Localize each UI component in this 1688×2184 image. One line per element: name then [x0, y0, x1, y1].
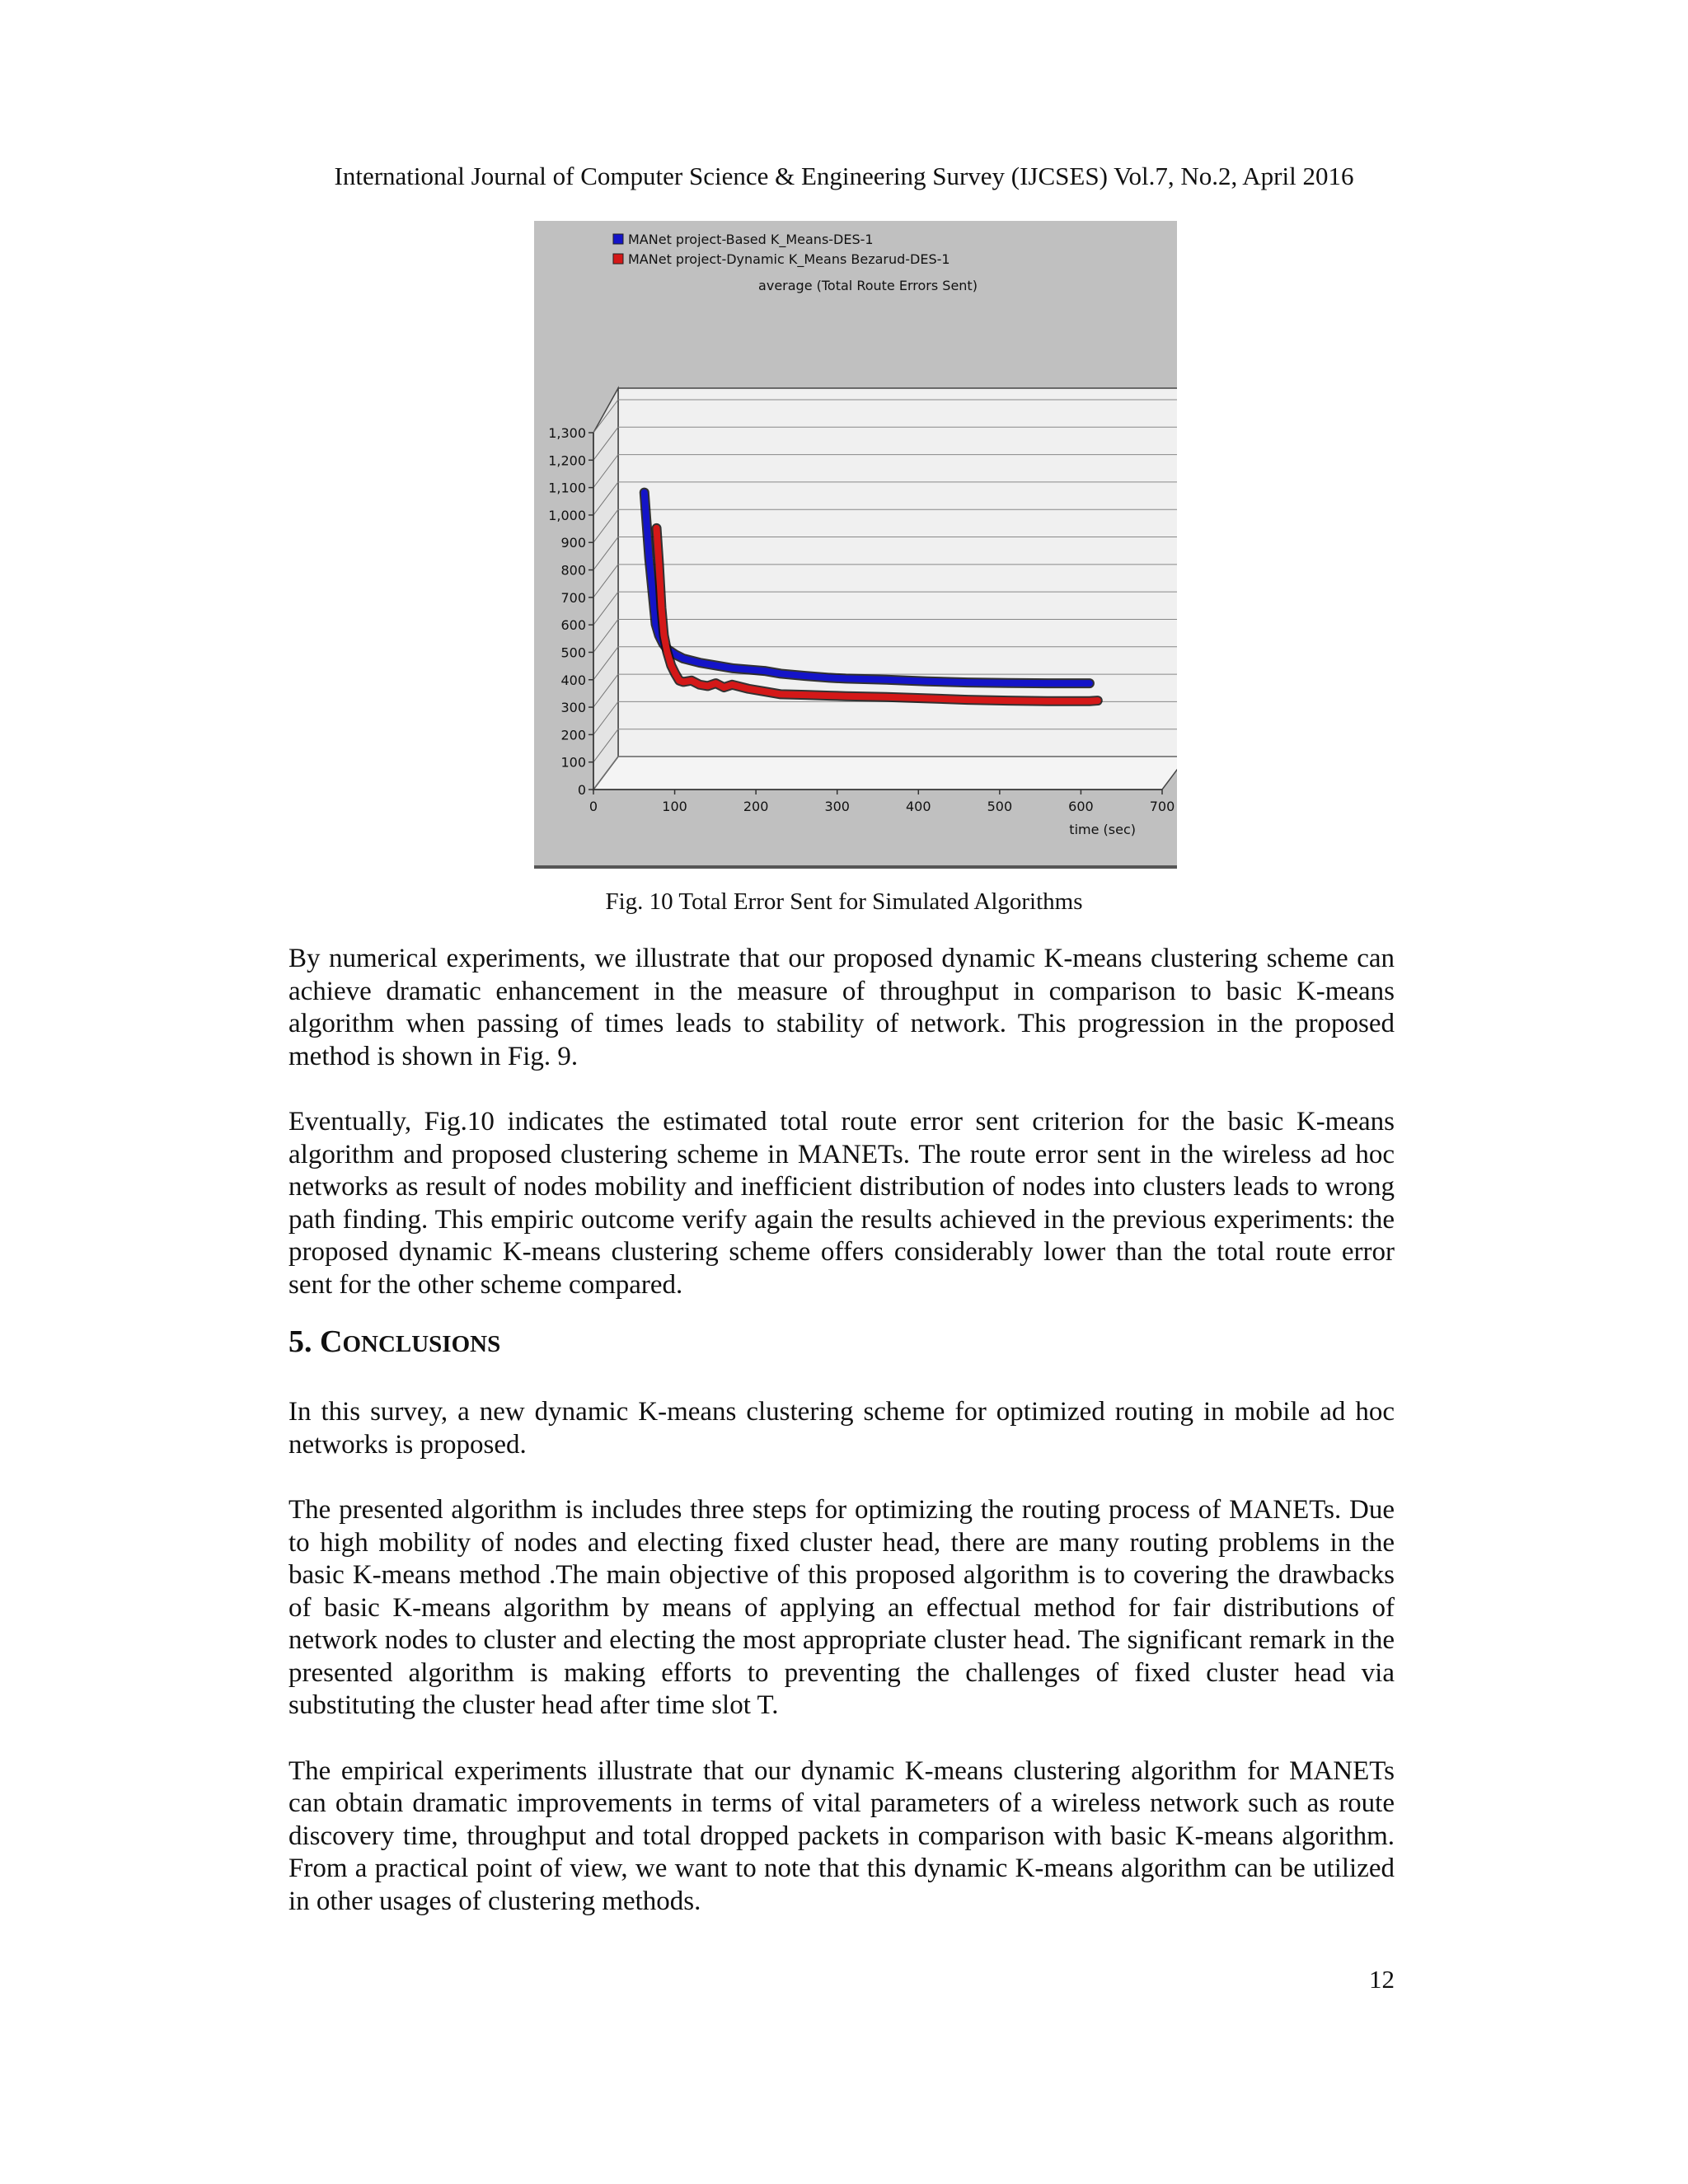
series-point	[654, 526, 659, 531]
series-point	[843, 676, 848, 681]
y-tick-label: 500	[560, 644, 586, 661]
section-number: 5.	[288, 1324, 320, 1359]
series-point	[721, 685, 726, 690]
page-number: 12	[1369, 1965, 1395, 1994]
series-point	[697, 682, 702, 687]
series-point	[714, 681, 719, 686]
x-tick-label: 600	[1068, 799, 1094, 814]
paragraph: In this survey, a new dynamic K-means clustering scheme for optimized routing in mobile ad hoc networks is proposed.	[288, 1397, 1395, 1460]
series-point	[1047, 681, 1052, 686]
series-point	[762, 689, 767, 694]
y-tick-label: 900	[560, 535, 586, 551]
paragraph: Eventually, Fig.10 indicates the estimated total route error sent criterion for the basic K-means algorithm and proposed clustering scheme in MANETs. The route error sent in the wireless ad hoc networks as result of nodes mobility and inefficient distribution of nodes into clusters leads to wrong path finding. This empiric outcome verify again the results achieved in the previous experiments: the proposed dynamic K-means clustering scheme offers considerably lower than the total route error sent for the other scheme compared.	[288, 1107, 1395, 1300]
y-tick-label: 1,200	[548, 452, 586, 469]
series-point	[925, 696, 930, 701]
y-tick-label: 400	[560, 672, 586, 688]
paragraph: The presented algorithm is includes three steps for optimizing the routing process of MANETs. Due to high mobility of nodes and electing fixed cluster head, there are many routing problems in the basic K-means method .The main objective of this proposed algorithm is to covering the drawbacks of basic K-means algorithm by means of applying an effectual method for fair distributions of network nodes to cluster and electing the most appropriate cluster head. The significant remark in the presented algorithm is making efforts to preventing the challenges of fixed cluster head via substituting the cluster head after time slot T.	[288, 1495, 1395, 1720]
series-point	[746, 667, 751, 672]
series-point	[828, 693, 832, 698]
y-tick-label: 1,300	[548, 425, 586, 441]
legend-swatch	[613, 234, 623, 244]
series-point	[1006, 681, 1010, 686]
y-tick-label: 200	[560, 727, 586, 743]
y-tick-label: 0	[577, 782, 586, 798]
series-point	[803, 692, 808, 697]
y-tick-label: 700	[560, 589, 586, 606]
legend-swatch	[613, 254, 623, 264]
intro-paragraphs	[288, 943, 1395, 1301]
section-title-cap: C	[320, 1324, 343, 1359]
series-point	[803, 673, 808, 678]
legend-label: MANet project-Dynamic K_Means Bezarud-DES-1	[628, 251, 950, 267]
y-tick-label: 300	[560, 700, 586, 716]
series-point	[706, 683, 710, 688]
y-tick-label: 600	[560, 617, 586, 634]
section-heading	[288, 1324, 500, 1360]
section-title-rest: ONCLUSIONS	[342, 1331, 501, 1357]
series-point	[650, 589, 655, 594]
series-point	[714, 663, 719, 668]
figure-chart	[534, 221, 1177, 869]
conclusion-paragraphs	[288, 1396, 1395, 1918]
series-point	[654, 621, 659, 626]
figure-caption: Fig. 10 Total Error Sent for Simulated Algorithms	[605, 888, 1083, 915]
y-tick-label: 800	[560, 562, 586, 579]
series-point	[778, 691, 783, 696]
y-tick-label: 1,100	[548, 480, 586, 496]
series-point	[729, 682, 734, 687]
series-point	[659, 605, 663, 610]
series-point	[828, 675, 832, 680]
plot-floor	[593, 757, 1177, 790]
chart-title: average (Total Route Errors Sent)	[758, 278, 978, 293]
series-point	[689, 678, 694, 683]
series-point	[645, 523, 649, 528]
series-point	[1087, 681, 1092, 686]
series-point	[843, 694, 848, 699]
series-point	[664, 649, 669, 654]
series-point	[965, 680, 970, 685]
x-tick-label: 400	[906, 799, 931, 814]
series-point	[673, 671, 678, 676]
series-point	[778, 671, 783, 676]
series-point	[661, 633, 666, 638]
series-point	[1095, 698, 1100, 703]
x-axis-label: time (sec)	[1069, 822, 1136, 837]
series-point	[884, 695, 889, 700]
series-point	[1087, 699, 1092, 704]
legend-label: MANet project-Based K_Means-DES-1	[628, 232, 874, 247]
series-point	[681, 656, 686, 661]
series-point	[965, 697, 970, 702]
y-tick-label: 1,000	[548, 507, 586, 523]
series-point	[657, 561, 662, 566]
series-point	[1047, 699, 1052, 704]
series-point	[762, 668, 767, 673]
x-tick-label: 500	[987, 799, 1013, 814]
x-tick-label: 200	[743, 799, 769, 814]
series-point	[884, 677, 889, 682]
route-errors-chart	[534, 221, 1177, 865]
series-point	[925, 679, 930, 684]
series-point	[681, 679, 686, 684]
paragraph: By numerical experiments, we illustrate that our proposed dynamic K-means clustering scheme can achieve dramatic enhancement in the measure of throughput in comparison to basic K-means algorithm when passing of times leads to stability of network. This progression in the proposed method is shown in Fig. 9.	[288, 944, 1395, 1071]
series-point	[642, 490, 647, 495]
series-point	[647, 556, 652, 561]
x-tick-label: 100	[662, 799, 687, 814]
x-tick-label: 300	[824, 799, 850, 814]
series-point	[746, 687, 751, 691]
series-point	[697, 660, 702, 665]
series-point	[668, 663, 673, 668]
series-point	[1006, 698, 1010, 703]
journal-header: International Journal of Computer Science & Engineering Survey (IJCSES) Vol.7, No.2, April 2016	[334, 162, 1354, 190]
series-point	[729, 666, 734, 671]
y-tick-label: 100	[560, 754, 586, 771]
paragraph: The empirical experiments illustrate that our dynamic K-means clustering algorithm for MANETs can obtain dramatic improvements in terms of vital parameters of a wireless network such as route discovery time, throughput and total dropped packets in comparison with basic K-means algorithm. From a practical point of view, we want to note that this dynamic K-means algorithm can be utilized in other usages of clustering methods.	[288, 1755, 1395, 1916]
x-tick-label: 0	[588, 799, 598, 814]
x-tick-label: 700	[1149, 799, 1175, 814]
